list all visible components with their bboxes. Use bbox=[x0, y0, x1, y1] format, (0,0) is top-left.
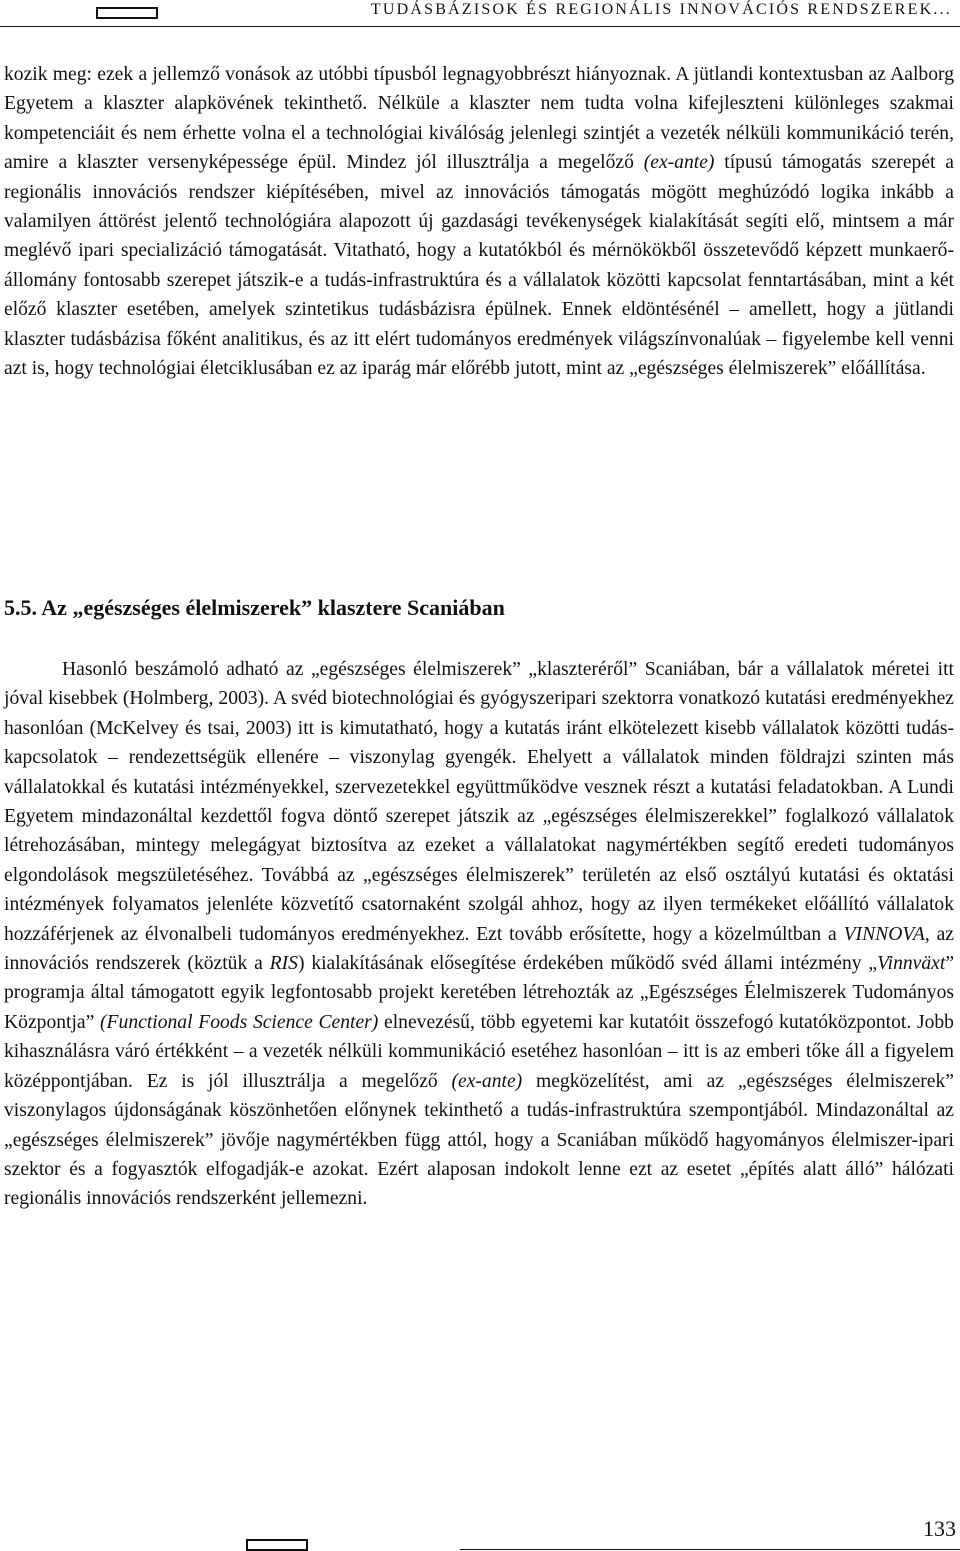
paragraph-1-text-a: kozik meg: ezek a jellemző vonások az utóbbi típusból legnagyobbrészt hiányoznak. A jütlandi kontextusban az Aalborg Egyetem a klaszter alapkövének tekinthető. Nélküle a klaszter nem tudta volna kifejleszteni különleges szakmai kompetenciáit és nem érhette volna el a technológiai kiválóság jelenlegi szintjét a vezeték nélküli kommunikáció terén, amire a klaszter versenyképessége épül. Mindez jól illusztrálja a megelőző bbox=[4, 64, 954, 174]
paragraph-2-text-b: , az innovációs rendszerek (köztük a bbox=[4, 923, 954, 975]
paragraph-2-italic-ex-ante: (ex-ante) bbox=[451, 1070, 523, 1092]
footer-rule bbox=[460, 1549, 960, 1550]
running-head: TUDÁSBÁZISOK ÉS REGIONÁLIS INNOVÁCIÓS RENDSZEREK... bbox=[370, 1, 952, 18]
header-box-ornament bbox=[96, 7, 158, 19]
paragraph-2-text-c: ) kialakításának elősegítése érdekében működő svéd állami intézmény „ bbox=[297, 953, 878, 975]
paragraph-2-italic-ris: RIS bbox=[269, 953, 298, 975]
paragraph-2-text-d: ” programja által támogatott egyik legfontosabb projekt keretében létrehozták az „Egészséges Élelmiszerek Tudományos Központja” bbox=[4, 953, 955, 1033]
paragraph-2-text-e: elnevezésű, több egyetemi kar kutatóit összefogó kutatóközpontot. Jobb kihasználásra váró értékként – a vezeték nélküli kommunikáció esetéhez hasonlóan – itt is az emberi tőke áll a figyelem középpontjában. Ez is jól illusztrálja a megelőző bbox=[4, 1011, 954, 1092]
paragraph-1-text-b: típusú támogatás szerepét a regionális innovációs rendszer kiépítésében, mivel az innovációs támogatás mögött meghúzódó logika inkább a valamilyen áttörést jelentő technológiára alapozott új gazdasági tevékenységek kialakítását segíti elő, mintsem a már meglévő ipari specializáció támogatását. Vitatható, hogy a kutatókból és mérnökökből összetevődő képzett munkaerő-állomány fontosabb szerepet játszik-e a tudás-infrastruktúra és a vállalatok közötti kapcsolat fenntartásában, mint a két előző klaszter esetében, amelyek szintetikus tudásbázisra épülnek. Ennek eldöntésénél – amellett, hogy a jütlandi klaszter tudásbázisa főként analitikus, és az itt elért tudományos eredmények világszínvonalúak – figyelembe kell venni azt is, hogy technológiai életciklusában ez az iparág már előrébb jutott, mint az „egészséges élelmiszerek” előállítása. bbox=[4, 152, 954, 380]
page-number: 133 bbox=[923, 1516, 956, 1541]
header-rule bbox=[0, 26, 960, 27]
footer-box-ornament bbox=[246, 1539, 308, 1551]
body-paragraph-1 bbox=[4, 60, 954, 383]
page-header bbox=[0, 0, 960, 40]
paragraph-2-text-f: megközelítést, ami az „egészséges élelmiszerek” viszonylagos újdonságának köszönhetően előnynek tekinthető a tudás-infrastruktúra szempontjából. Mindazonáltal az „egészséges élelmiszerek” jövője nagymértékben függ attól, hogy a Scaniában működő hagyományos élelmiszer-ipari szektor és a fogyasztók elfogadják-e azokat. Ezért alaposan indokolt lenne ezt az esetet „építés alatt álló” hálózati regionális innovációs rendszerként jellemezni. bbox=[4, 1070, 954, 1210]
body-paragraph-2 bbox=[4, 655, 954, 1214]
paragraph-2-italic-center-name: (Functional Foods Science Center) bbox=[100, 1011, 379, 1033]
paragraph-2-italic-vinnvaxt: Vinnväxt bbox=[877, 953, 946, 975]
paragraph-2-italic-vinnova: VINNOVA bbox=[843, 923, 925, 945]
paragraph-2-text-a: Hasonló beszámoló adható az „egészséges élelmiszerek” „klaszteréről” Scaniában, bár a vállalatok méretei itt jóval kisebbek (Holmberg, 2003). A svéd biotechnológiai és gyógyszeripari szektorra vonatkozó kutatási eredményekhez hasonlóan (McKelvey és tsai, 2003) itt is kimutatható, hogy a kutatás iránt elkötelezett kisebb vállalatok közötti tudás-kapcsolatok – rendezettségük ellenére – viszonylag gyengék. Ehelyett a vállalatok minden földrajzi szinten más vállalatokkal és kutatási intézményekkel, szervezetekkel együttműködve vesznek részt a kutatási feladatokban. A Lundi Egyetem mindazonáltal kezdettől fogva döntő szerepet játszik az „egészséges élelmiszerekkel” foglalkozó vállalatok létrehozásában, mintegy melegágyat biztosítva az ezeket a vállalatokat nagymértékben segítő eredeti tudományos elgondolások megszületéséhez. Továbbá az „egészséges élelmiszerek” területén az első osztályú kutatási és oktatási intézmények folyamatos jelenléte közvetítő csatornaként szolgál ahhoz, hogy az ilyen termékeket előállító vállalatok hozzáférjenek az élvonalbeli tudományos eredményekhez. Ezt tovább erősítette, hogy a közelmúltban a bbox=[4, 659, 954, 945]
paragraph-1-italic-ex-ante: (ex-ante) bbox=[643, 152, 715, 174]
section-title: 5.5. Az „egészséges élelmiszerek” klasztere Scaniában bbox=[4, 595, 505, 620]
